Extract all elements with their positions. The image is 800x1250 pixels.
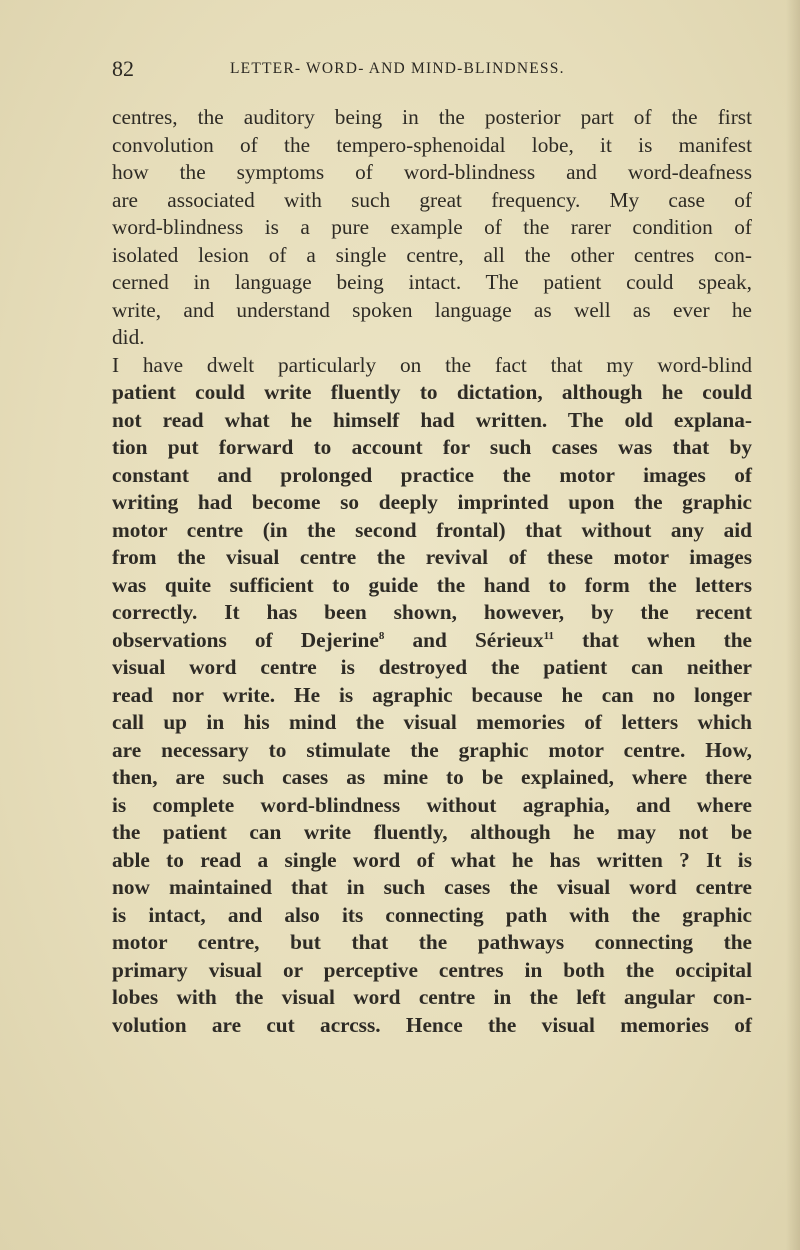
text-line: how the symptoms of word-blindness and word-deafness — [112, 160, 752, 184]
citation-text: observations of Dejerine — [112, 627, 379, 652]
text-line: was quite sufficient to guide the hand to form the letters — [112, 572, 752, 597]
body-text — [112, 104, 752, 1039]
text-line: lobes with the visual word centre in the left angular con- — [112, 985, 752, 1009]
text-line: motor centre (in the second frontal) that without any aid — [112, 517, 752, 542]
text-line: constant and prolonged practice the motor images of — [112, 462, 752, 487]
text-line: are necessary to stimulate the graphic motor centre. How, — [112, 737, 752, 762]
text-line: patient could write fluently to dictation, although he could — [112, 380, 752, 404]
citation-text: and Sérieux — [384, 627, 544, 652]
text-line: then, are such cases as mine to be explained, where there — [112, 765, 752, 789]
text-line: visual word centre is destroyed the patient can neither — [112, 655, 752, 679]
page-number: 82 — [112, 56, 134, 81]
text-line: able to read a single word of what he has written ? It is — [112, 847, 752, 872]
text-line: is complete word-blindness without agraphia, and where — [112, 792, 752, 817]
text-line: isolated lesion of a single centre, all the other centres con- — [112, 242, 752, 267]
running-head: LETTER- WORD- AND MIND-BLINDNESS. — [230, 60, 565, 77]
text-line: not read what he himself had written. The old explana- — [112, 407, 752, 432]
text-line: did. — [112, 325, 145, 349]
page-header — [112, 56, 752, 86]
text-line: volution are cut acrcss. Hence the visual memories of — [112, 1012, 752, 1037]
text-line: write, and understand spoken language as well as ever he — [112, 297, 752, 322]
footnote-ref: 8 — [378, 629, 385, 642]
text-line: call up in his mind the visual memories of letters which — [112, 710, 752, 734]
text-line: are associated with such great frequency. My case of — [112, 187, 752, 212]
page-edge-shadow — [786, 0, 800, 1250]
text-line: writing had become so deeply imprinted upon the graphic — [112, 490, 752, 514]
text-line: from the visual centre the revival of these motor images — [112, 545, 752, 569]
text-line: centres, the auditory being in the posterior part of the first — [112, 105, 752, 129]
text-line: tion put forward to account for such cases was that by — [112, 435, 752, 459]
text-line: motor centre, but that the pathways connecting the — [112, 930, 752, 954]
text-line: convolution of the tempero-sphenoidal lobe, it is manifest — [112, 132, 752, 157]
citation-text: that when the — [553, 627, 752, 652]
text-line: word-blindness is a pure example of the rarer condition of — [112, 215, 752, 239]
text-line: correctly. It has been shown, however, by the recent — [112, 600, 752, 624]
text-line: I have dwelt particularly on the fact that my word-blind — [112, 352, 752, 377]
text-line: primary visual or perceptive centres in both the occipital — [112, 957, 752, 982]
text-line: is intact, and also its connecting path with the graphic — [112, 902, 752, 927]
text-line: read nor write. He is agraphic because he can no longer — [112, 682, 752, 707]
text-line: now maintained that in such cases the visual word centre — [112, 875, 752, 899]
text-line: cerned in language being intact. The patient could speak, — [112, 270, 752, 294]
footnote-ref: 11 — [543, 629, 554, 642]
text-line: the patient can write fluently, although he may not be — [112, 820, 752, 844]
citation-line — [112, 627, 752, 655]
